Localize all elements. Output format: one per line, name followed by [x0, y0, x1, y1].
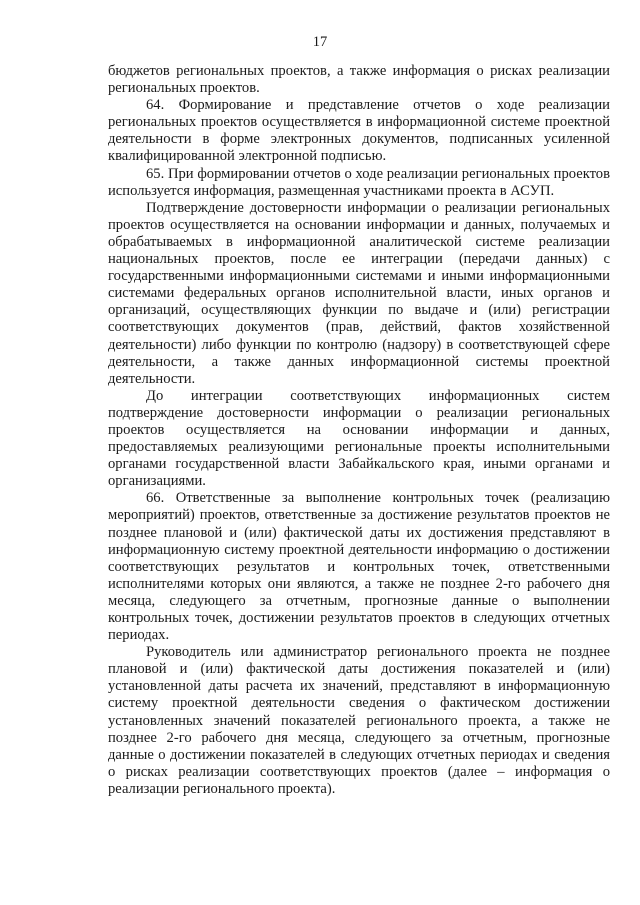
paragraph-item-64: 64. Формирование и представление отчетов о ходе реализации региональных проектов осуществляется в информационной системе проектной деятельности в форме электронных документов, подписанных усиленной квалифицированной электронной подписью.: [108, 97, 610, 165]
paragraph-verification: Подтверждение достоверности информации о реализации региональных проектов осуществляется на основании информации и данных, получаемых и обрабатываемых в информационной аналитической системе реализации национальных проектов, после ее интеграции (передачи данных) с государственными информационными системами и иными информационными системами федеральных органов исполнительной власти, иных органов и организаций, осуществляющих функции по выдаче и (или) регистрации соответствующих документов (прав, действий, фактов хозяйственной деятельности) либо функции по контролю (надзору) в соответствующей сфере деятельности, а также данных информационной системы проектной деятельности.: [108, 199, 610, 387]
paragraph-project-manager: Руководитель или администратор регионального проекта не позднее плановой и (или) фактической даты достижения показателей и (или) установленной даты расчета их значений, представляют в информационную систему проектной деятельности сведения о фактическом достижении установленных значений показателей регионального проекта, а также не позднее 2-го рабочего дня месяца, следующего за отчетным, прогнозные данные о достижении показателей в следующих отчетных периодах и сведения о рисках реализации соответствующих проектов (далее – информация о реализации регионального проекта).: [108, 644, 610, 797]
paragraph-item-66: 66. Ответственные за выполнение контрольных точек (реализацию мероприятий) проектов, ответственные за достижение результатов проектов не позднее плановой и (или) фактической даты их достижения представляют в информационную систему проектной деятельности информацию о достижении соответствующих результатов и контрольных точек, ответственными исполнителями которых они являются, а также не позднее 2-го рабочего дня месяца, следующего за отчетным, прогнозные данные о выполнении контрольных точек, достижении результатов проектов в следующих отчетных периодах.: [108, 490, 610, 644]
paragraph-pre-integration: До интеграции соответствующих информационных систем подтверждение достоверности информации о реализации региональных проектов осуществляется на основании информации и данных, предоставляемых реализующими региональные проекты исполнительными органами государственной власти Забайкальского края, иными органами и организациями.: [108, 387, 610, 490]
document-body: [108, 63, 610, 798]
page-number: 17: [312, 34, 328, 50]
paragraph-continuation: бюджетов региональных проектов, а также информация о рисках реализации региональных проектов.: [108, 63, 610, 97]
paragraph-item-65: 65. При формировании отчетов о ходе реализации региональных проектов используется информация, размещенная участниками проекта в АСУП.: [108, 165, 610, 199]
